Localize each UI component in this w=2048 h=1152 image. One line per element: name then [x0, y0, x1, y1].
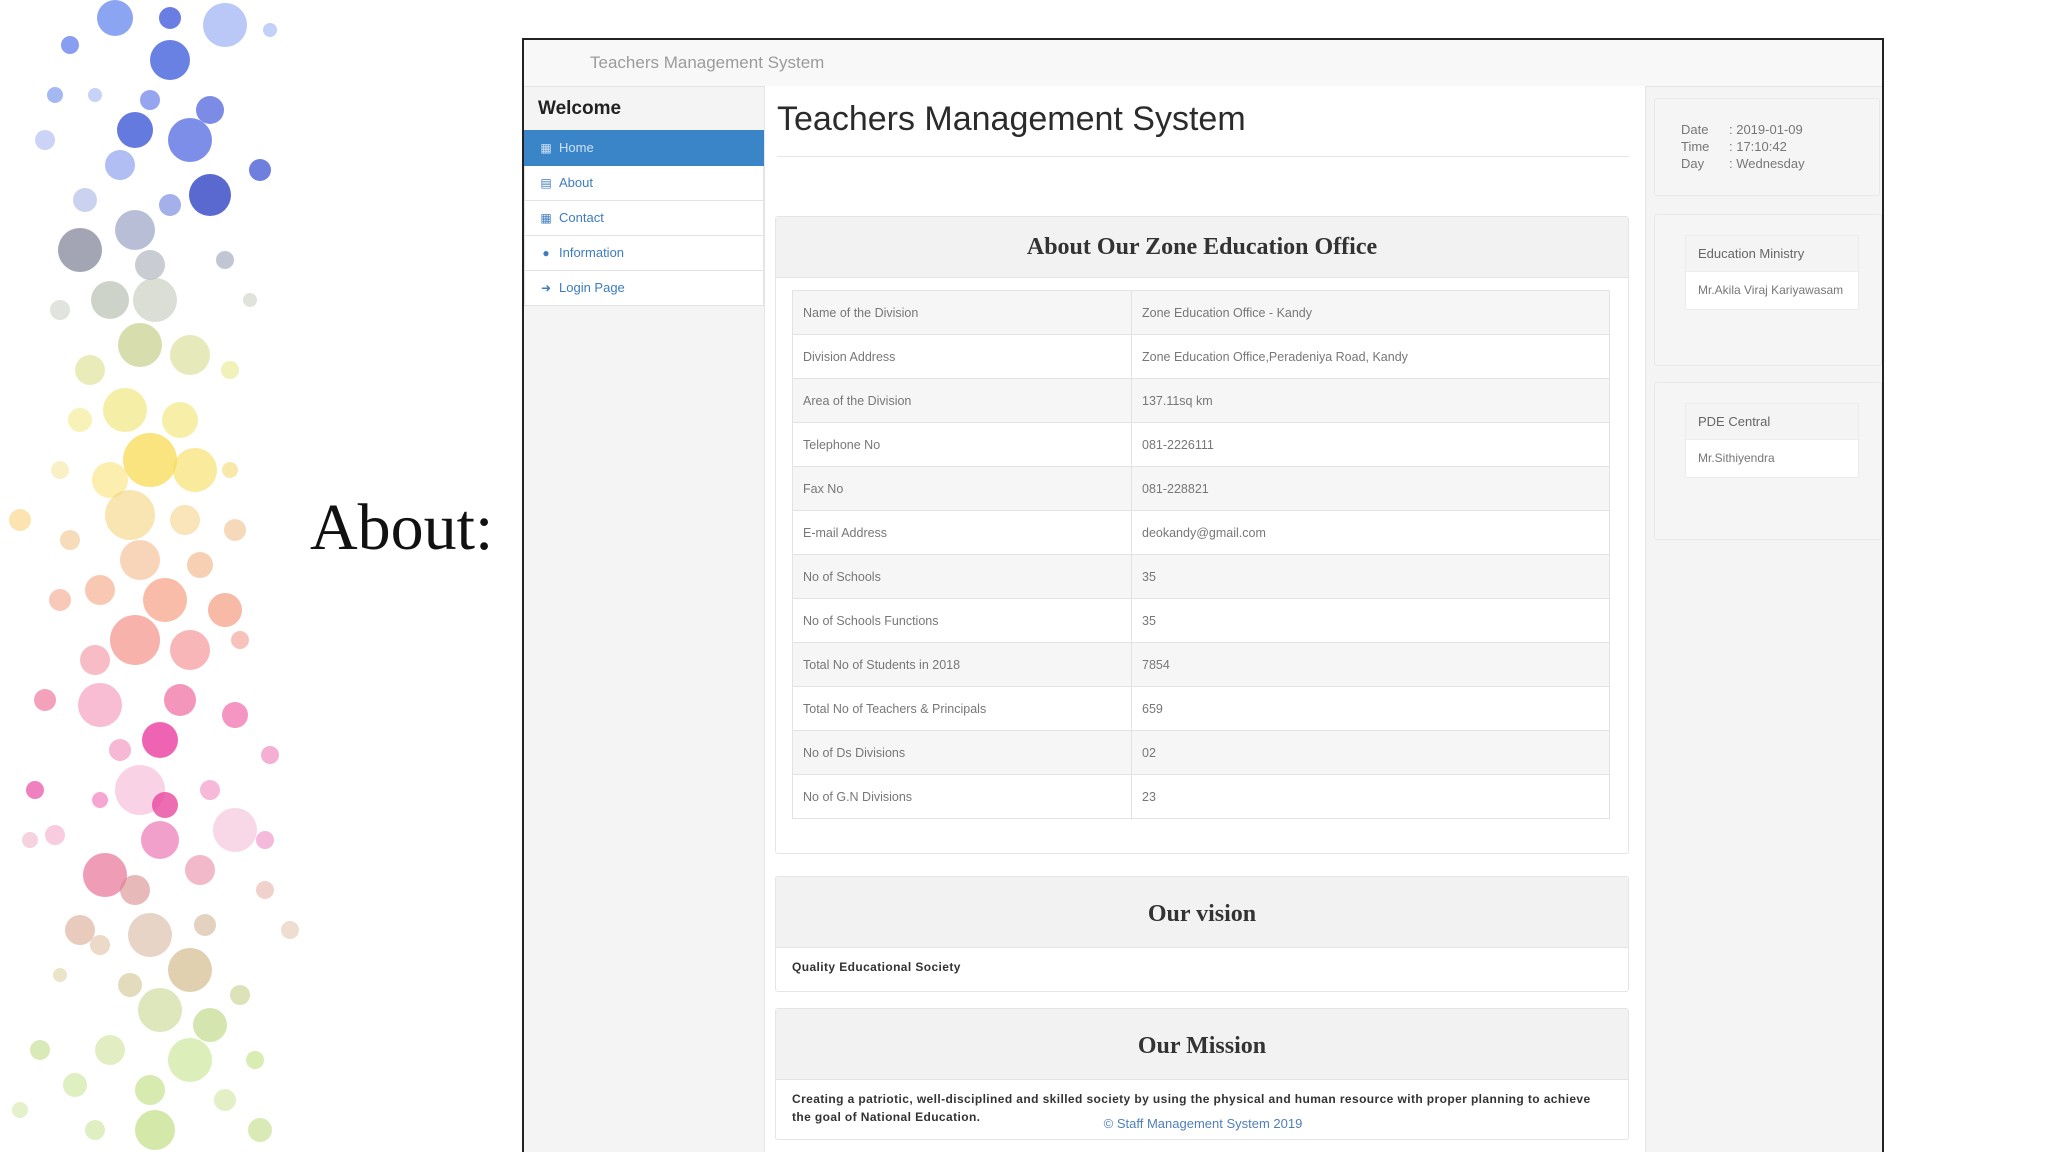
browser-screenshot	[522, 38, 1884, 1152]
bubble	[75, 355, 105, 385]
date-value: : 2019-01-09	[1729, 122, 1803, 137]
bubble	[128, 913, 172, 957]
pde-widget	[1654, 382, 1882, 540]
bubble	[263, 23, 277, 37]
bubble	[80, 645, 110, 675]
row-value: 02	[1132, 731, 1610, 775]
slide-label: About:	[310, 491, 494, 564]
bubble	[164, 684, 196, 716]
row-value: 35	[1132, 599, 1610, 643]
vision-heading: Our vision	[776, 877, 1628, 948]
bubble	[200, 780, 220, 800]
table-row	[793, 511, 1610, 555]
mission-heading: Our Mission	[776, 1009, 1628, 1080]
bubble	[141, 821, 179, 859]
sidebar-item-label: About	[559, 175, 593, 190]
row-value: 081-228821	[1132, 467, 1610, 511]
card-title: PDE Central	[1686, 404, 1858, 440]
table-row	[793, 335, 1610, 379]
row-value: 35	[1132, 555, 1610, 599]
sidebar-item-about[interactable]	[524, 166, 764, 201]
bubble	[231, 631, 249, 649]
about-panel	[775, 216, 1629, 854]
row-key: Name of the Division	[793, 291, 1132, 335]
mission-text: Creating a patriotic, well-disciplined and skilled society by using the physical and human resource with proper planning to achieve the goal of National Education.	[792, 1092, 1591, 1124]
bubble	[97, 0, 133, 36]
bubble	[73, 188, 97, 212]
row-value: 7854	[1132, 643, 1610, 687]
row-value: Zone Education Office - Kandy	[1132, 291, 1610, 335]
bubble	[120, 540, 160, 580]
card-body: Mr.Akila Viraj Kariyawasam	[1698, 283, 1844, 297]
bubble	[105, 150, 135, 180]
bubble	[110, 615, 160, 665]
bubble	[30, 1040, 50, 1060]
sidebar-heading: Welcome	[538, 98, 622, 119]
row-key: Telephone No	[793, 423, 1132, 467]
day-row	[1655, 155, 1879, 172]
bubble	[168, 1038, 212, 1082]
bubble	[9, 509, 31, 531]
bubble	[261, 746, 279, 764]
sidebar-item-contact[interactable]	[524, 201, 764, 236]
table-row	[793, 731, 1610, 775]
table-row	[793, 379, 1610, 423]
row-value: 659	[1132, 687, 1610, 731]
ministry-card	[1685, 235, 1859, 310]
table-row	[793, 423, 1610, 467]
bubble	[159, 194, 181, 216]
about-table	[792, 290, 1610, 819]
grid-icon: ▦	[540, 141, 552, 155]
table-row	[793, 643, 1610, 687]
bubble	[135, 1075, 165, 1105]
bubble	[90, 935, 110, 955]
bubble	[118, 973, 142, 997]
bubble	[222, 702, 248, 728]
bubble	[58, 228, 102, 272]
datetime-widget	[1654, 98, 1880, 196]
bubble	[187, 552, 213, 578]
bubble	[22, 832, 38, 848]
bubble	[135, 250, 165, 280]
table-row	[793, 599, 1610, 643]
bubble	[103, 388, 147, 432]
bubble	[85, 1120, 105, 1140]
table-row	[793, 555, 1610, 599]
bubble	[118, 323, 162, 367]
bubble	[246, 1051, 264, 1069]
row-value: Zone Education Office,Peradeniya Road, Kandy	[1132, 335, 1610, 379]
bubble	[248, 1118, 272, 1142]
bubble	[281, 921, 299, 939]
sidebar-item-label: Information	[559, 245, 625, 260]
bubble	[142, 722, 178, 758]
bubble	[224, 519, 246, 541]
bubble	[185, 855, 215, 885]
book-icon: ▤	[540, 176, 552, 190]
login-icon: ➜	[540, 281, 552, 295]
bubble	[61, 36, 79, 54]
bubble	[109, 739, 131, 761]
bubble	[53, 968, 67, 982]
bubble	[85, 575, 115, 605]
bubble	[105, 490, 155, 540]
row-value: 081-2226111	[1132, 423, 1610, 467]
about-heading: About Our Zone Education Office	[776, 217, 1628, 278]
bubble	[203, 3, 247, 47]
bubble	[143, 578, 187, 622]
bubble	[170, 335, 210, 375]
sidebar-item-label: Home	[559, 140, 594, 155]
bubble	[168, 948, 212, 992]
sidebar-item-home[interactable]	[524, 130, 764, 166]
grid-icon: ▦	[540, 211, 552, 225]
sidebar-item-login[interactable]	[524, 271, 764, 306]
day-label: Day	[1681, 156, 1705, 171]
row-key: E-mail Address	[793, 511, 1132, 555]
bubble	[45, 825, 65, 845]
sidebar	[524, 96, 764, 306]
bubble	[173, 448, 217, 492]
bubble	[47, 87, 63, 103]
decorative-bubbles	[0, 0, 300, 1152]
row-value: deokandy@gmail.com	[1132, 511, 1610, 555]
row-key: Area of the Division	[793, 379, 1132, 423]
bubble	[117, 112, 153, 148]
bubble	[35, 130, 55, 150]
bubble	[60, 530, 80, 550]
bubble	[162, 402, 198, 438]
bubble	[243, 293, 257, 307]
bubble	[12, 1102, 28, 1118]
table-row	[793, 775, 1610, 819]
footer: © Staff Management System 2019	[1103, 1116, 1303, 1131]
bubble	[193, 1008, 227, 1042]
bubble	[170, 505, 200, 535]
bubble	[221, 361, 239, 379]
bubble	[123, 433, 177, 487]
bubble	[256, 881, 274, 899]
bubble	[120, 875, 150, 905]
day-value: : Wednesday	[1729, 156, 1805, 171]
vision-panel	[775, 876, 1629, 992]
bubble	[133, 278, 177, 322]
bubble	[63, 1073, 87, 1097]
row-key: Total No of Students in 2018	[793, 643, 1132, 687]
bubble	[88, 88, 102, 102]
time-row	[1655, 138, 1879, 155]
bubble	[214, 1089, 236, 1111]
bubble	[115, 210, 155, 250]
row-key: No of Schools	[793, 555, 1132, 599]
bubble	[135, 1110, 175, 1150]
bubble	[49, 589, 71, 611]
navbar-brand[interactable]: Teachers Management System	[590, 53, 825, 72]
bubble	[138, 988, 182, 1032]
card-body: Mr.Sithiyendra	[1698, 451, 1775, 465]
bubble	[34, 689, 56, 711]
bubble	[68, 408, 92, 432]
bubble	[92, 792, 108, 808]
page-title: Teachers Management System	[777, 100, 1246, 138]
bubble	[91, 281, 129, 319]
ministry-widget	[1654, 214, 1882, 366]
bubble	[152, 792, 178, 818]
bubble	[208, 593, 242, 627]
row-value: 137.11sq km	[1132, 379, 1610, 423]
row-value: 23	[1132, 775, 1610, 819]
bubble	[95, 1035, 125, 1065]
bubble	[213, 808, 257, 852]
table-row	[793, 291, 1610, 335]
bubble	[150, 40, 190, 80]
sidebar-item-label: Contact	[559, 210, 604, 225]
bubble	[189, 174, 231, 216]
bubble	[256, 831, 274, 849]
table-row	[793, 687, 1610, 731]
bubble	[222, 462, 238, 478]
time-value: : 17:10:42	[1729, 139, 1787, 154]
card-title: Education Ministry	[1686, 236, 1858, 272]
row-key: No of G.N Divisions	[793, 775, 1132, 819]
date-row	[1655, 121, 1879, 138]
bubble	[216, 251, 234, 269]
row-key: Fax No	[793, 467, 1132, 511]
bubble	[50, 300, 70, 320]
bubble	[249, 159, 271, 181]
vision-text: Quality Educational Society	[792, 960, 961, 974]
date-label: Date	[1681, 122, 1709, 137]
bubble	[170, 630, 210, 670]
bubble	[26, 781, 44, 799]
main-content	[764, 86, 1646, 1152]
divider	[777, 156, 1629, 157]
row-key: No of Schools Functions	[793, 599, 1132, 643]
sidebar-item-information[interactable]	[524, 236, 764, 271]
bubble	[51, 461, 69, 479]
time-label: Time	[1681, 139, 1710, 154]
navbar	[524, 40, 1882, 87]
bubble	[140, 90, 160, 110]
bubble	[78, 683, 122, 727]
row-key: No of Ds Divisions	[793, 731, 1132, 775]
map-marker-icon: ●	[542, 246, 550, 260]
sidebar-item-label: Login Page	[559, 280, 625, 295]
pde-card	[1685, 403, 1859, 478]
row-key: Total No of Teachers & Principals	[793, 687, 1132, 731]
row-key: Division Address	[793, 335, 1132, 379]
bubble	[159, 7, 181, 29]
table-row	[793, 467, 1610, 511]
bubble	[168, 118, 212, 162]
bubble	[194, 914, 216, 936]
bubble	[230, 985, 250, 1005]
